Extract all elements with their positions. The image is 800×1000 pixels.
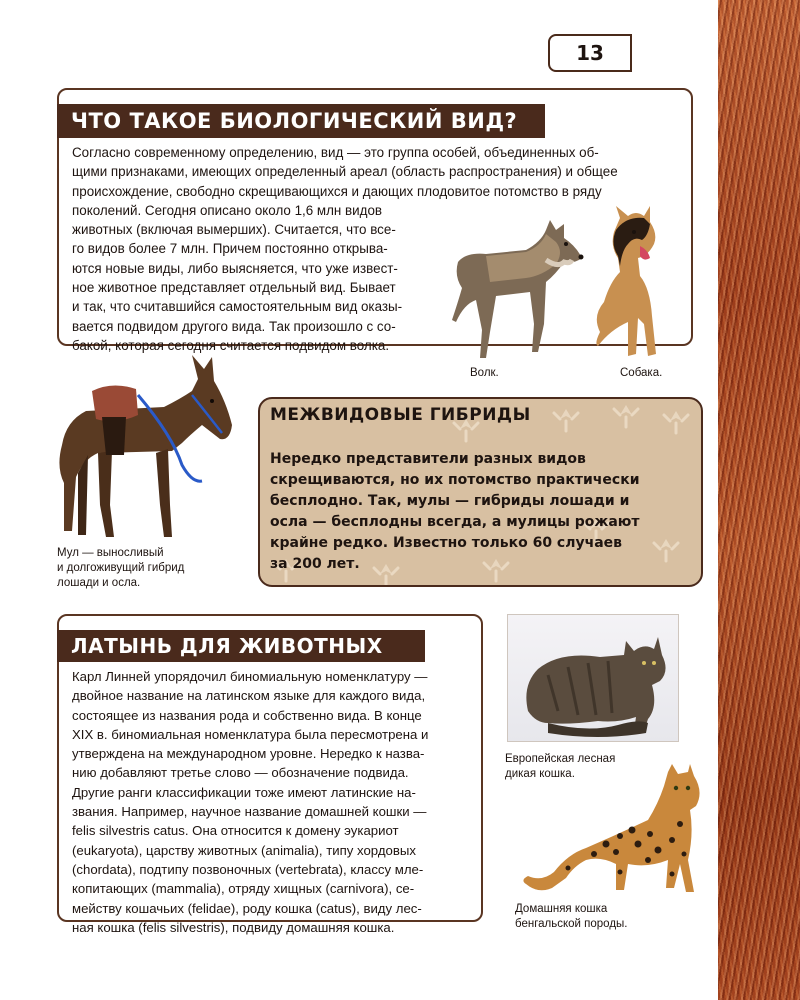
caption-line: Мул — выносливый bbox=[57, 547, 164, 559]
text-line: вается подвидом другого вида. Так произошло с со- bbox=[72, 318, 396, 334]
hybrids-title: МЕЖВИДОВЫЕ ГИБРИДЫ bbox=[270, 405, 531, 425]
text-line: (chordata), подтипу позвоночных (vertebrata), классу мле- bbox=[72, 861, 424, 877]
section-species-title-banner bbox=[57, 104, 545, 138]
text-line: утверждена на международном уровне. Нередко к назва- bbox=[72, 746, 425, 762]
page-number-box bbox=[548, 34, 632, 72]
text-line: ная кошка (felis silvestris), подвиду домашняя кошка. bbox=[72, 919, 395, 935]
caption-mule bbox=[57, 546, 184, 591]
text-line: скрещиваются, но их потомство практически bbox=[270, 472, 640, 488]
text-line: felis silvestris catus. Она относится к домену эукариот bbox=[72, 823, 399, 839]
caption-line: бенгальской породы. bbox=[515, 918, 628, 930]
text-line: состоящее из названия рода и собственно вида. В конце bbox=[72, 707, 422, 723]
hybrids-text bbox=[270, 449, 690, 575]
wildcat-photo bbox=[507, 614, 679, 742]
text-line: щими признаками, имеющих определенный ареал (область распространения) и общее bbox=[72, 164, 618, 180]
text-line: Другие ранги классификации тоже имеют латинские на- bbox=[72, 784, 416, 800]
section-species-title: ЧТО ТАКОЕ БИОЛОГИЧЕСКИЙ ВИД? bbox=[71, 109, 518, 133]
text-line: бакой, которая сегодня считается подвидом волка. bbox=[72, 337, 390, 353]
page-number: 13 bbox=[576, 41, 604, 65]
section-latin-title: ЛАТЫНЬ ДЛЯ ЖИВОТНЫХ bbox=[71, 634, 383, 658]
text-line: Нередко представители разных видов bbox=[270, 451, 586, 467]
wildcat-shape bbox=[508, 615, 679, 742]
text-line: мейству кошачьих (felidae), роду кошка (catus), виду лес- bbox=[72, 900, 422, 916]
caption-wolf: Волк. bbox=[470, 367, 499, 379]
text-line: копитающих (mammalia), отряду хищных (carnivora), се- bbox=[72, 881, 415, 897]
text-line: за 200 лет. bbox=[270, 556, 360, 572]
text-line: нию добавляют третье слово — обозначение подвида. bbox=[72, 765, 409, 781]
text-line: го видов более 7 млн. Причем постоянно открыва- bbox=[72, 241, 388, 257]
text-line: двойное название на латинском языке для каждого вида, bbox=[72, 688, 426, 704]
caption-bengal bbox=[515, 902, 628, 932]
text-line: происхождение, свободно скрещивающихся и дающих плодовитое потомство в ряду bbox=[72, 183, 602, 199]
fur-background-strip bbox=[718, 0, 800, 1000]
text-line: звания. Например, научное название домашней кошки — bbox=[72, 804, 427, 820]
text-line: ются новые виды, либо выясняется, что уже извест- bbox=[72, 260, 398, 276]
text-line: и так, что считавшийся самостоятельным вид оказы- bbox=[72, 299, 403, 315]
section-latin-text bbox=[72, 667, 468, 937]
text-line: животных (включая вымерших). Считается, что все- bbox=[72, 222, 396, 238]
hybrids-box bbox=[258, 397, 703, 587]
text-line: (eukaryota), царству животных (animalia), типу хордовых bbox=[72, 842, 416, 858]
text-line: крайне редко. Известно только 60 случаев bbox=[270, 535, 623, 551]
caption-line: Европейская лесная bbox=[505, 753, 616, 765]
caption-line: лошади и осла. bbox=[57, 577, 141, 589]
text-line: Карл Линней упорядочил биномиальную номенклатуру — bbox=[72, 669, 428, 684]
caption-line: дикая кошка. bbox=[505, 768, 575, 780]
mule-image bbox=[52, 355, 236, 545]
text-line: поколений. Сегодня описано около 1,6 млн видов bbox=[72, 202, 383, 218]
caption-line: Домашняя кошка bbox=[515, 903, 608, 915]
text-line: ное животное представляет отдельный вид. Бывает bbox=[72, 280, 396, 296]
text-line: Согласно современному определению, вид — это группа особей, объединенных об- bbox=[72, 145, 599, 160]
text-line: XIX в. биномиальная номенклатура была пересмотрена и bbox=[72, 726, 429, 742]
wolf-image bbox=[446, 212, 586, 362]
caption-dog: Собака. bbox=[620, 367, 663, 379]
caption-line: и долгоживущий гибрид bbox=[57, 562, 185, 574]
bengal-cat-image bbox=[508, 764, 704, 898]
section-latin-title-banner bbox=[57, 630, 425, 662]
text-line: бесплодно. Так, мулы — гибриды лошади и bbox=[270, 493, 630, 509]
dog-image bbox=[590, 206, 670, 361]
text-line: осла — бесплодны всегда, а мулицы рожают bbox=[270, 514, 640, 530]
